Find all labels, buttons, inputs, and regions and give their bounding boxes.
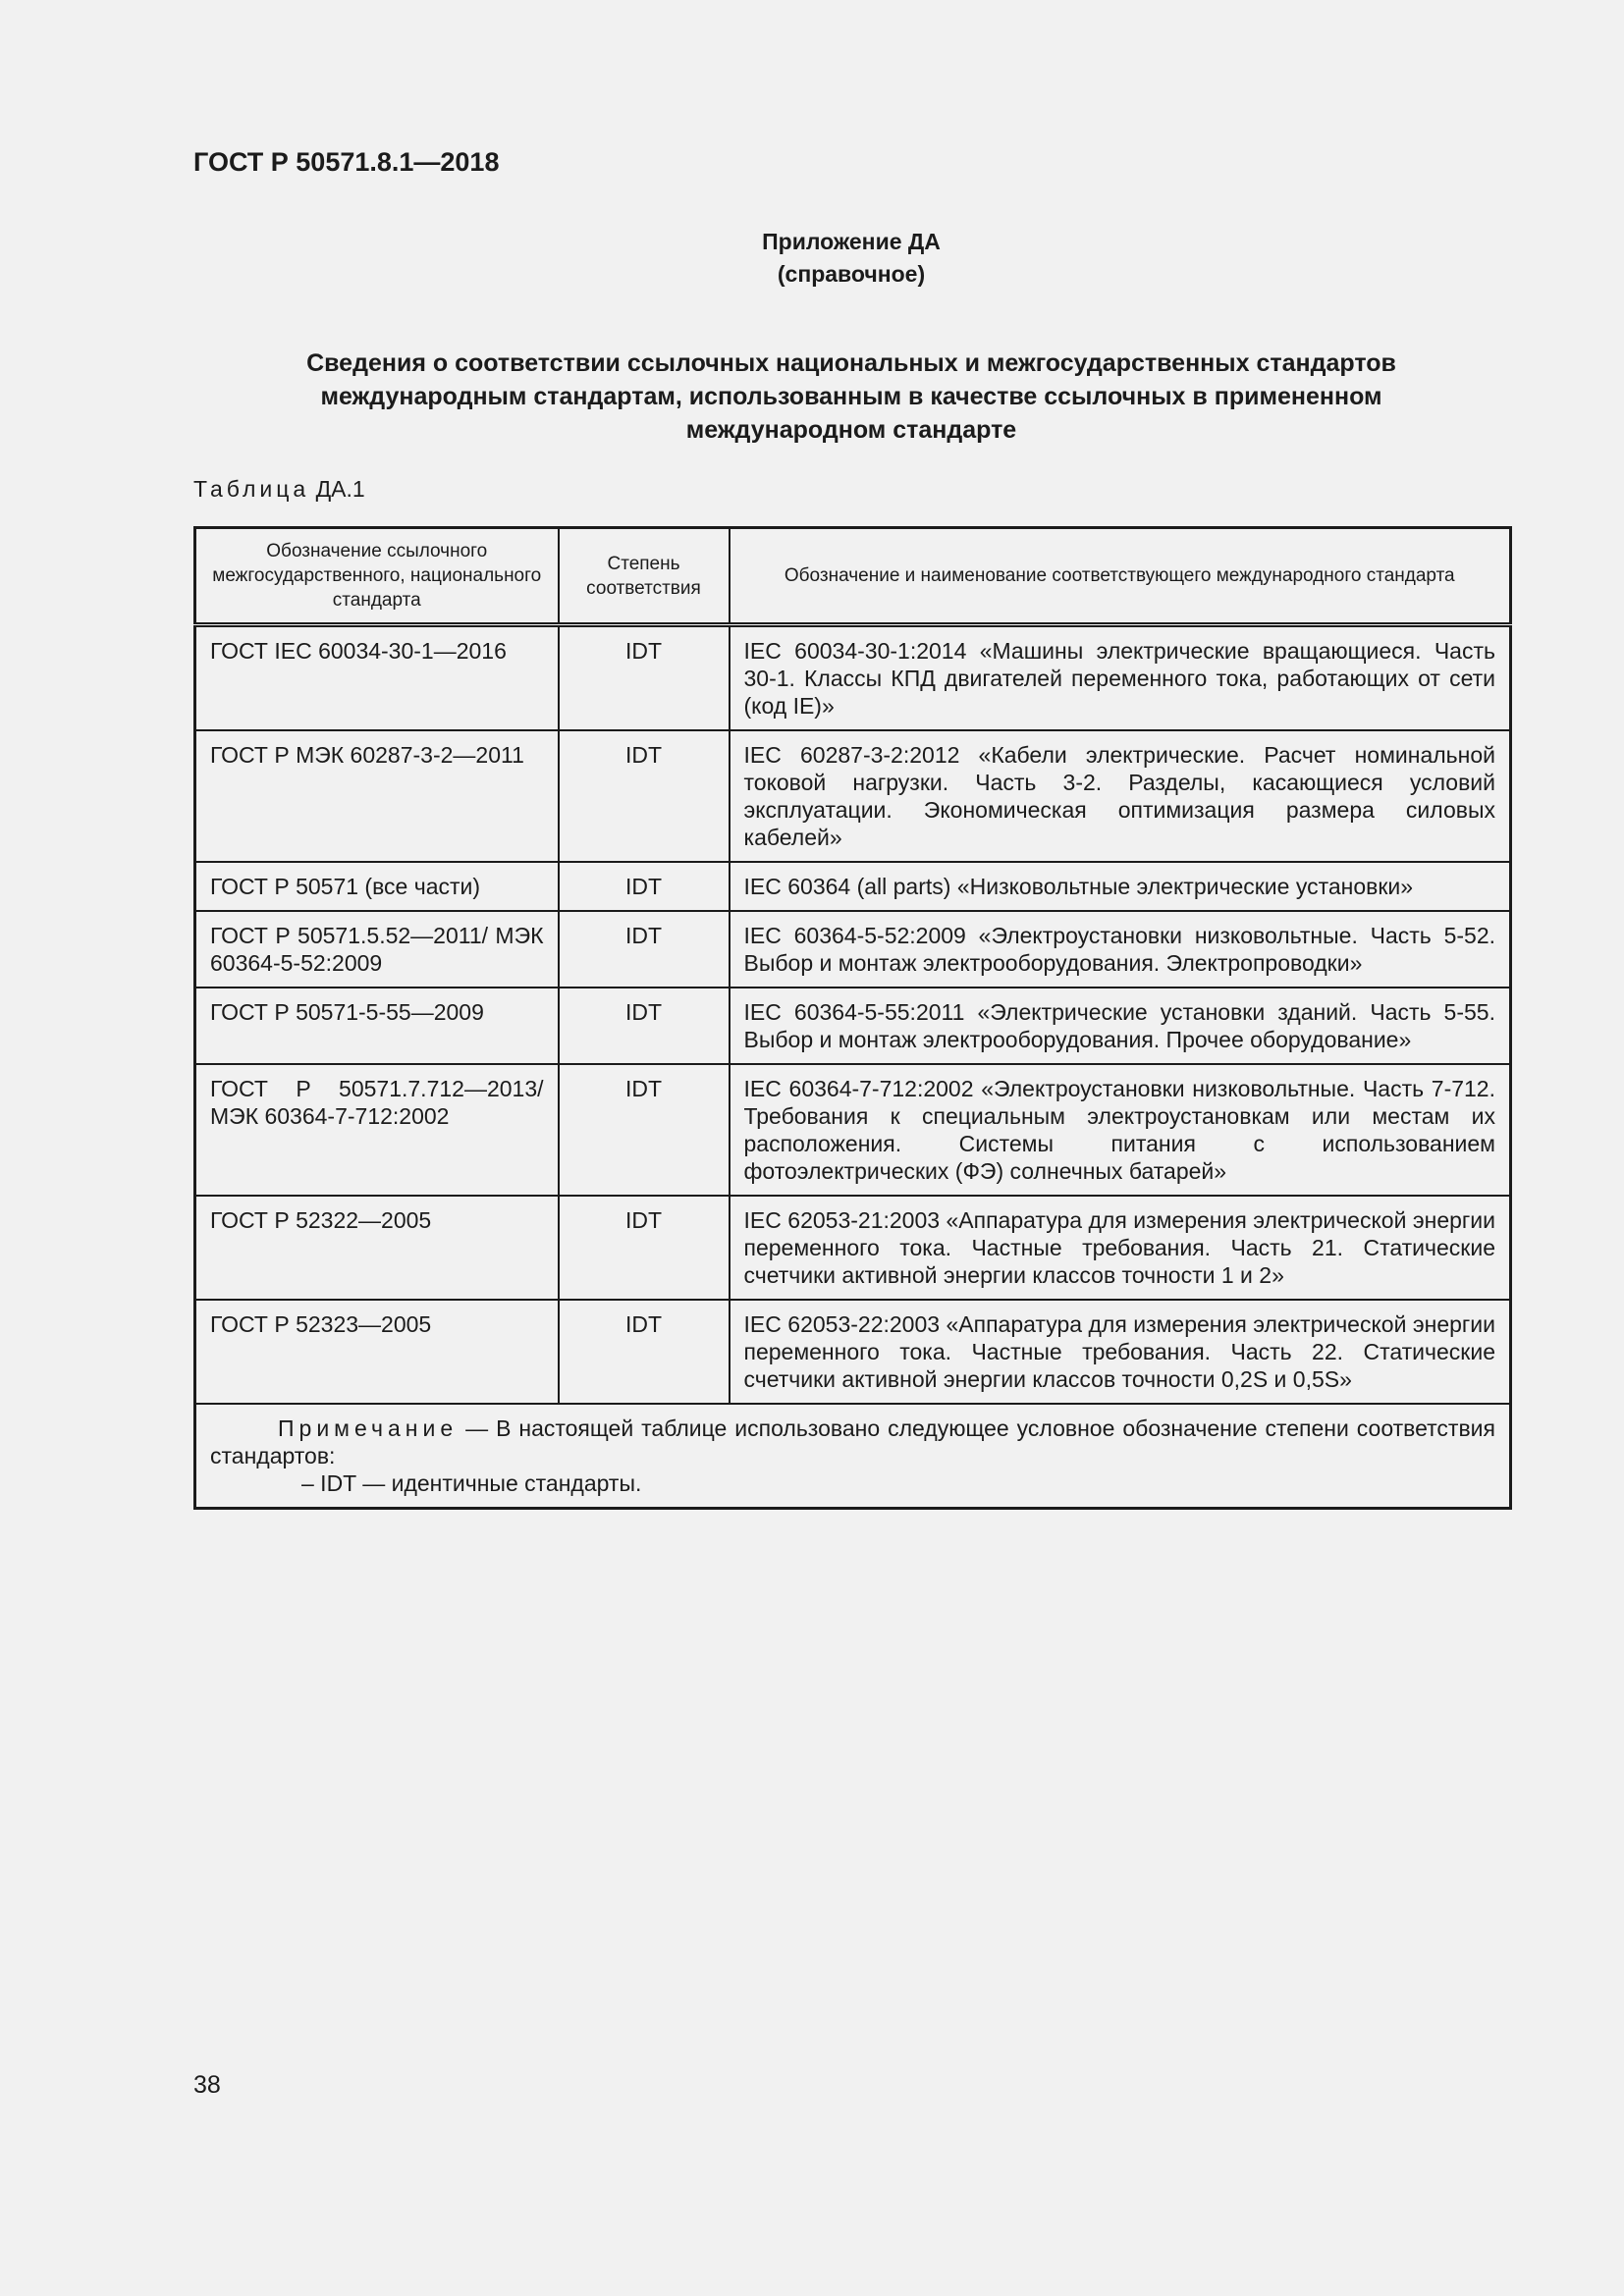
table-header-row bbox=[195, 528, 1511, 625]
table-row bbox=[195, 988, 1511, 1064]
international-standard-cell: IEC 60364-7-712:2002 «Электроустановки низковольтные. Часть 7-712. Требования к специальным электроустановкам или местам их расположения. Системы питания с использованием фотоэлектрических (ФЭ) солнечных батарей» bbox=[730, 1064, 1511, 1196]
degree-cell: IDT bbox=[559, 1300, 730, 1404]
national-standard-cell: ГОСТ Р 50571 (все части) bbox=[195, 862, 559, 911]
table-row bbox=[195, 1196, 1511, 1300]
table-row bbox=[195, 625, 1511, 731]
note-item: – IDT — идентичные стандарты. bbox=[301, 1470, 642, 1496]
degree-cell: IDT bbox=[559, 988, 730, 1064]
national-standard-cell: ГОСТ Р 50571-5-55—2009 bbox=[195, 988, 559, 1064]
international-standard-cell: IEC 60034-30-1:2014 «Машины электрические вращающиеся. Часть 30-1. Классы КПД двигателей переменного тока, работающих от сети (код IE)» bbox=[730, 625, 1511, 731]
national-standard-cell: ГОСТ IEC 60034-30-1—2016 bbox=[195, 625, 559, 731]
degree-cell: IDT bbox=[559, 625, 730, 731]
national-standard-cell: ГОСТ Р 52322—2005 bbox=[195, 1196, 559, 1300]
international-standard-cell: IEC 62053-22:2003 «Аппаратура для измерения электрической энергии переменного тока. Частные требования. Часть 22. Статические счетчики активной энергии классов точности 0,2S и 0,5S» bbox=[730, 1300, 1511, 1404]
column-header-national: Обозначение ссылочного межгосударственного, национального стандарта bbox=[195, 528, 559, 625]
document-id: ГОСТ Р 50571.8.1—2018 bbox=[193, 147, 500, 177]
national-standard-cell: ГОСТ Р 50571.5.52—2011/ МЭК 60364-5-52:2009 bbox=[195, 911, 559, 988]
national-standard-cell: ГОСТ Р 50571.7.712—2013/ МЭК 60364-7-712:2002 bbox=[195, 1064, 559, 1196]
column-header-international: Обозначение и наименование соответствующего международного стандарта bbox=[730, 528, 1511, 625]
table-note bbox=[195, 1404, 1511, 1509]
table-caption-number: ДА.1 bbox=[315, 476, 365, 502]
national-standard-cell: ГОСТ Р МЭК 60287-3-2—2011 bbox=[195, 730, 559, 862]
degree-cell: IDT bbox=[559, 862, 730, 911]
degree-cell: IDT bbox=[559, 911, 730, 988]
table-caption bbox=[193, 476, 365, 503]
note-label: Примечание bbox=[278, 1415, 459, 1441]
note-text bbox=[210, 1415, 1495, 1469]
degree-cell: IDT bbox=[559, 1064, 730, 1196]
international-standard-cell: IEC 62053-21:2003 «Аппаратура для измерения электрической энергии переменного тока. Частные требования. Часть 21. Статические счетчики активной энергии классов точности 1 и 2» bbox=[730, 1196, 1511, 1300]
degree-cell: IDT bbox=[559, 730, 730, 862]
column-header-degree: Степень соответствия bbox=[559, 528, 730, 625]
table-row bbox=[195, 1300, 1511, 1404]
table-row bbox=[195, 730, 1511, 862]
appendix-subtitle: (справочное) bbox=[777, 261, 926, 287]
appendix-title: Приложение ДА bbox=[762, 229, 941, 254]
table-row bbox=[195, 911, 1511, 988]
table-row bbox=[195, 862, 1511, 911]
section-title-line: международном стандарте bbox=[685, 416, 1017, 444]
international-standard-cell: IEC 60364 (all parts) «Низковольтные электрические установки» bbox=[730, 862, 1511, 911]
appendix-heading bbox=[193, 226, 1509, 291]
table-caption-prefix: Таблица bbox=[193, 476, 310, 502]
national-standard-cell: ГОСТ Р 52323—2005 bbox=[195, 1300, 559, 1404]
section-title-line: Сведения о соответствии ссылочных национальных и межгосударственных стандартов bbox=[306, 349, 1396, 377]
international-standard-cell: IEC 60287-3-2:2012 «Кабели электрические. Расчет номинальной токовой нагрузки. Часть 3-2. Разделы, касающиеся условий эксплуатации. Экономическая оптимизация размера силовых кабелей» bbox=[730, 730, 1511, 862]
international-standard-cell: IEC 60364-5-52:2009 «Электроустановки низковольтные. Часть 5-52. Выбор и монтаж электрооборудования. Электропроводки» bbox=[730, 911, 1511, 988]
section-title-line: международным стандартам, использованным в качестве ссылочных в примененном bbox=[320, 383, 1382, 410]
degree-cell: IDT bbox=[559, 1196, 730, 1300]
standards-table bbox=[193, 526, 1512, 1510]
table-row bbox=[195, 1064, 1511, 1196]
section-title bbox=[193, 347, 1509, 447]
table-note-row bbox=[195, 1404, 1511, 1509]
page-number: 38 bbox=[193, 2071, 221, 2099]
international-standard-cell: IEC 60364-5-55:2011 «Электрические установки зданий. Часть 5-55. Выбор и монтаж электрооборудования. Прочее оборудование» bbox=[730, 988, 1511, 1064]
note-body: — В настоящей таблице использовано следующее условное обозначение степени соответствия стандартов: bbox=[210, 1415, 1495, 1468]
